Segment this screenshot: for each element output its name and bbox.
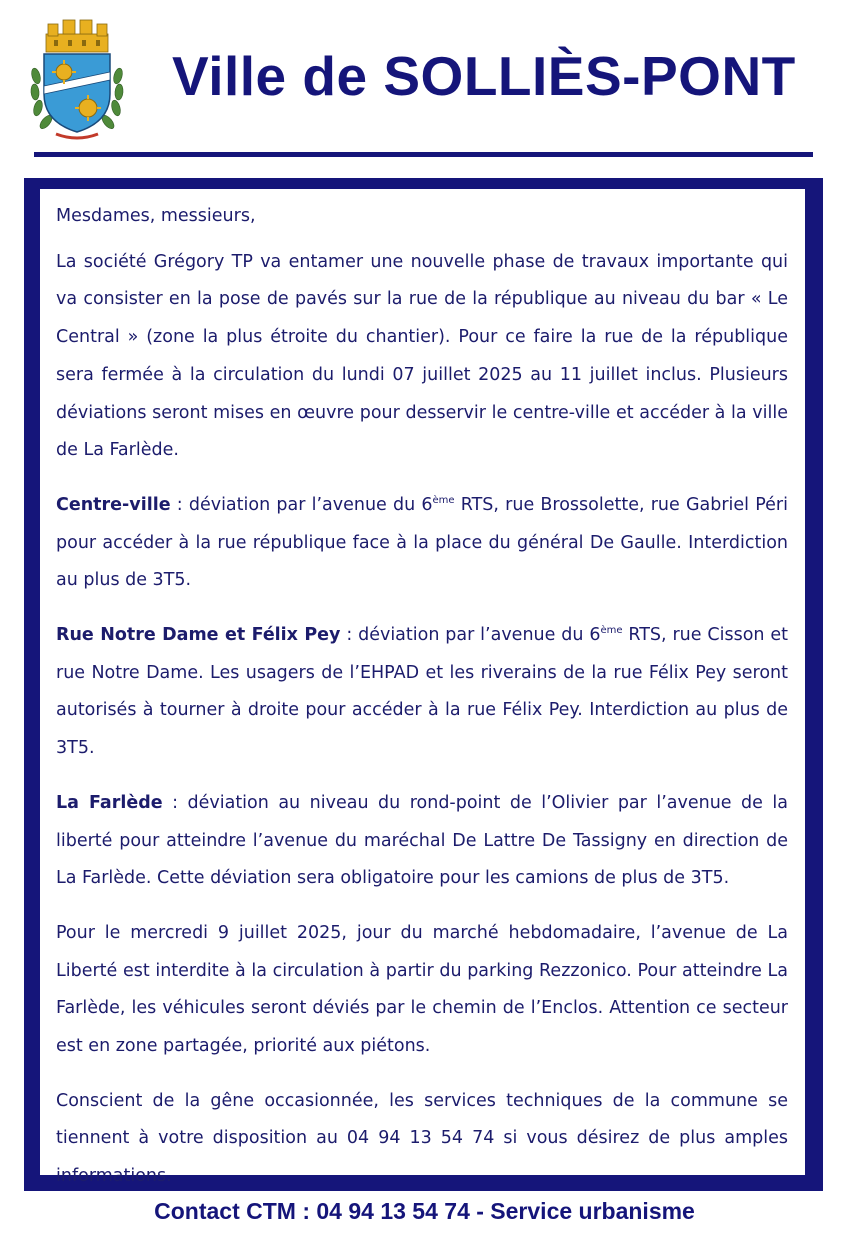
header-divider	[34, 152, 813, 157]
page-title: Ville de SOLLIÈS-PONT	[172, 45, 796, 107]
town-coat-of-arms-icon	[26, 16, 128, 142]
centre-ville-sup: ème	[432, 494, 455, 506]
greeting: Mesdames, messieurs,	[56, 206, 256, 226]
notre-dame-paragraph	[56, 617, 788, 768]
notre-dame-sup: ème	[600, 625, 623, 637]
notre-dame-label: Rue Notre Dame et Félix Pey	[56, 625, 341, 646]
intro-paragraph: La société Grégory TP va entamer une nouvelle phase de travaux importante qui va consister en la pose de pavés sur la rue de la république au niveau du bar « Le Central » (zone la plus étroite du chantier). Pour ce faire la rue de la république sera fermée à la circulation du lundi 07 juillet 2025 au 11 juillet inclus. Plusieurs déviations seront mises en œuvre pour desservir le centre-ville et accéder à la ville de La Farlède.	[56, 251, 788, 461]
letter-body	[56, 198, 788, 1213]
notre-dame-text-2: RTS, rue Cisson et rue Notre Dame. Les usagers de l’EHPAD et les riverains de la rue Félix Pey seront autorisés à tourner à droite pour accéder à la rue Félix Pey. Interdiction au plus de 3T5.	[56, 625, 788, 759]
market-paragraph: Pour le mercredi 9 juillet 2025, jour du marché hebdomadaire, l’avenue de La Liberté est interdite à la circulation à partir du parking Rezzonico. Pour atteindre La Farlède, les véhicules seront déviés par le chemin de l’Enclos. Attention ce secteur est en zone partagée, priorité aux piétons.	[56, 922, 788, 1057]
farlede-paragraph	[56, 785, 788, 898]
centre-ville-text-1: : déviation par l’avenue du 6	[170, 494, 433, 515]
contact-footer: Contact CTM : 04 94 13 54 74 - Service urbanisme	[154, 1198, 695, 1224]
centre-ville-paragraph	[56, 487, 788, 600]
centre-ville-label: Centre-ville	[56, 494, 171, 515]
centre-ville-text-2: RTS, rue Brossolette, rue Gabriel Péri pour accéder à la rue république face à la place du général De Gaulle. Interdiction au plus de 3T5.	[56, 494, 788, 591]
page-header	[0, 0, 849, 160]
farlede-text: : déviation au niveau du rond-point de l’Olivier par l’avenue de la liberté pour atteindre l’avenue du maréchal De Lattre De Tassigny en direction de La Farlède. Cette déviation sera obligatoire pour les camions de plus de 3T5.	[56, 792, 789, 889]
farlede-label: La Farlède	[56, 792, 163, 813]
closing-paragraph: Conscient de la gêne occasionnée, les services techniques de la commune se tiennent à votre disposition au 04 94 13 54 74 si vous désirez de plus amples informations.	[56, 1090, 788, 1187]
notre-dame-text-1: : déviation par l’avenue du 6	[340, 625, 601, 646]
